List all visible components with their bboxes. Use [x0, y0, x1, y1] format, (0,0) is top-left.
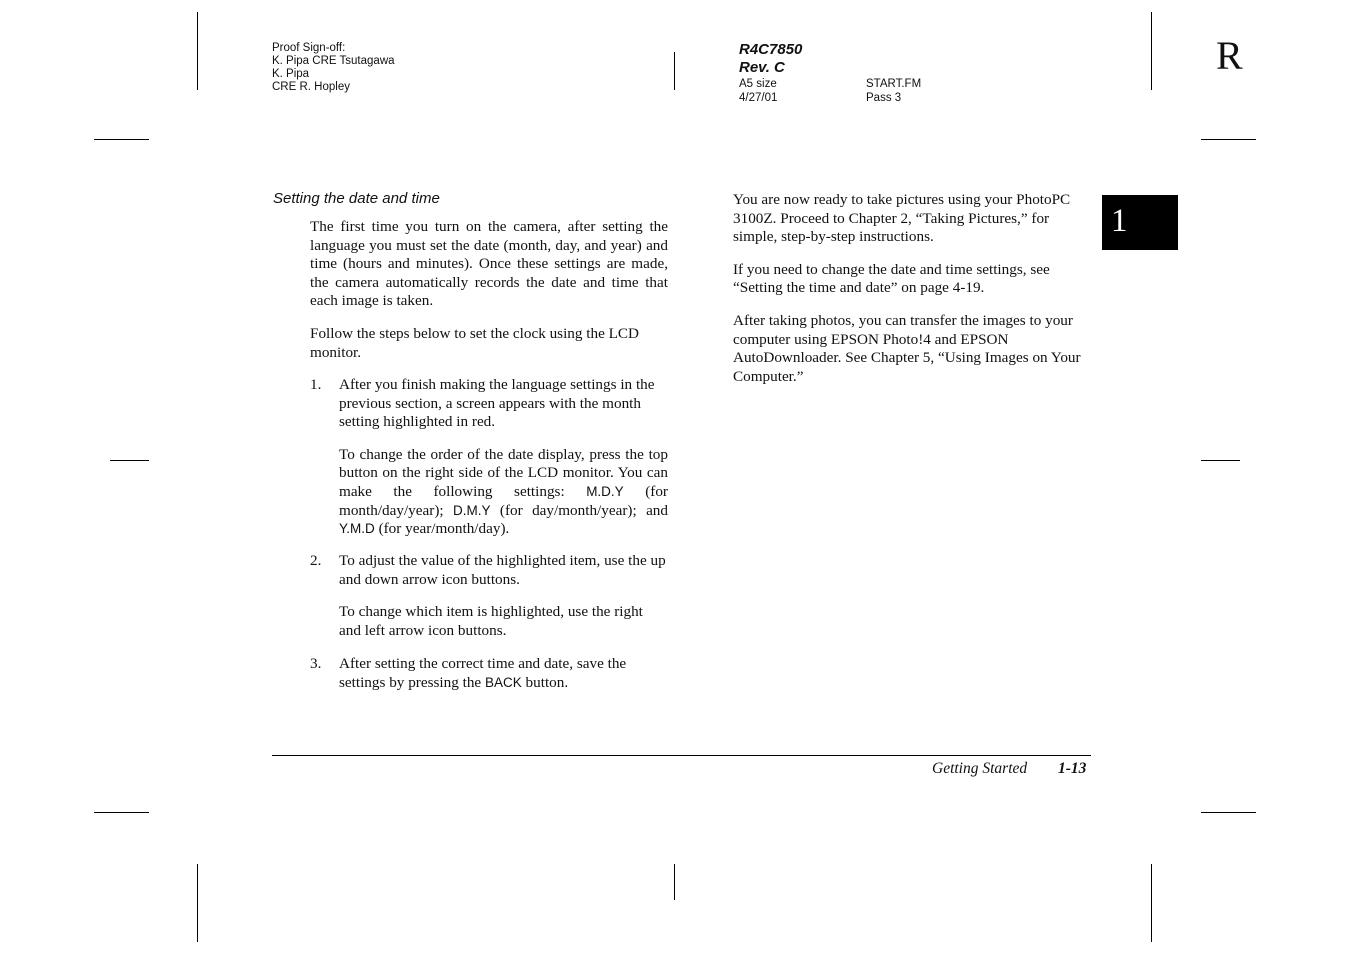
- crop-mark: [94, 812, 149, 813]
- crop-mark: [1201, 139, 1256, 140]
- note-text: To change the order of the date display, press the top button on the right side of the LCD monitor. You can make the following settings:: [339, 445, 668, 500]
- step-number: 2.: [310, 552, 322, 569]
- step-item: [339, 655, 668, 692]
- crop-mark: [1151, 12, 1152, 90]
- step-text: To adjust the value of the highlighted item, use the up and down arrow icon buttons.: [339, 552, 666, 588]
- note-text: (for year/month/day).: [374, 520, 510, 538]
- back-button-label: BACK: [484, 674, 522, 690]
- format-ymd: Y.M.D: [339, 521, 375, 537]
- proof-line: K. Pipa CRE Tsutagawa: [272, 55, 395, 67]
- crop-mark: [94, 139, 149, 140]
- revision: Rev. C: [739, 59, 785, 76]
- step-number: 1.: [310, 376, 322, 393]
- chapter-tab: [1102, 195, 1178, 250]
- paragraph: If you need to change the date and time settings, see “Setting the time and date” on page 4-19.: [733, 260, 1050, 297]
- paragraph: After taking photos, you can transfer the images to your computer using EPSON Photo!4 and EPSON AutoDownloader. See Chapter 5, “Using Images on Your Computer.”: [733, 311, 1081, 385]
- paragraph: You are now ready to take pictures using your PhotoPC 3100Z. Proceed to Chapter 2, “Taking Pictures,” for simple, step-by-step instructions.: [733, 191, 1071, 246]
- pass-number: Pass 3: [866, 92, 902, 104]
- format-mdy: M.D.Y: [586, 483, 624, 499]
- page-number: 1-13: [1058, 760, 1087, 777]
- note-text: (for month/day/year);: [339, 482, 668, 519]
- crop-mark: [197, 864, 198, 942]
- crop-mark: [674, 52, 675, 90]
- step-text-part: After setting the correct time and date, save the settings by pressing the: [339, 655, 627, 691]
- step-note: To change which item is highlighted, use the right and left arrow icon buttons.: [339, 603, 643, 639]
- paragraph: The first time you turn on the camera, after setting the language you must set the date (month, day, and year) and time (hours and minutes). Once these settings are made, the camera automatically records the date and time that each image is taken.: [310, 218, 668, 310]
- crop-mark: [1151, 864, 1152, 942]
- right-column: [733, 191, 1089, 386]
- proof-line: Proof Sign-off:: [272, 42, 346, 54]
- step-text: After you finish making the language settings in the previous section, a screen appears with the month setting highlighted in red.: [339, 376, 655, 431]
- step-text: [339, 655, 668, 692]
- step-item: [339, 552, 668, 640]
- format-dmy: D.M.Y: [453, 502, 491, 518]
- crop-mark: [1201, 460, 1240, 461]
- proof-signoff: [272, 42, 512, 94]
- left-column: [310, 218, 668, 362]
- chapter-number: 1: [1111, 203, 1128, 239]
- proof-line: CRE R. Hopley: [272, 81, 350, 93]
- crop-mark: [110, 460, 149, 461]
- paper-size: A5 size: [739, 78, 777, 90]
- footer-rule: [272, 755, 1091, 756]
- doc-code: R4C7850: [739, 41, 803, 58]
- note-text: (for day/month/year); and: [490, 501, 668, 519]
- file-name: START.FM: [866, 78, 922, 90]
- crop-mark: [197, 12, 198, 90]
- paragraph: Follow the steps below to set the clock using the LCD monitor.: [310, 324, 640, 361]
- step-text-part: button.: [521, 673, 569, 691]
- step-number: 3.: [310, 655, 322, 672]
- crop-mark: [1201, 812, 1256, 813]
- crop-mark: [674, 864, 675, 900]
- step-note: [339, 446, 668, 539]
- footer-section: Getting Started: [932, 760, 1028, 777]
- proof-line: K. Pipa: [272, 68, 310, 80]
- doc-date: 4/27/01: [739, 92, 778, 104]
- section-title: Setting the date and time: [273, 190, 440, 207]
- step-item: [339, 376, 668, 539]
- corner-mark: R: [1216, 33, 1243, 78]
